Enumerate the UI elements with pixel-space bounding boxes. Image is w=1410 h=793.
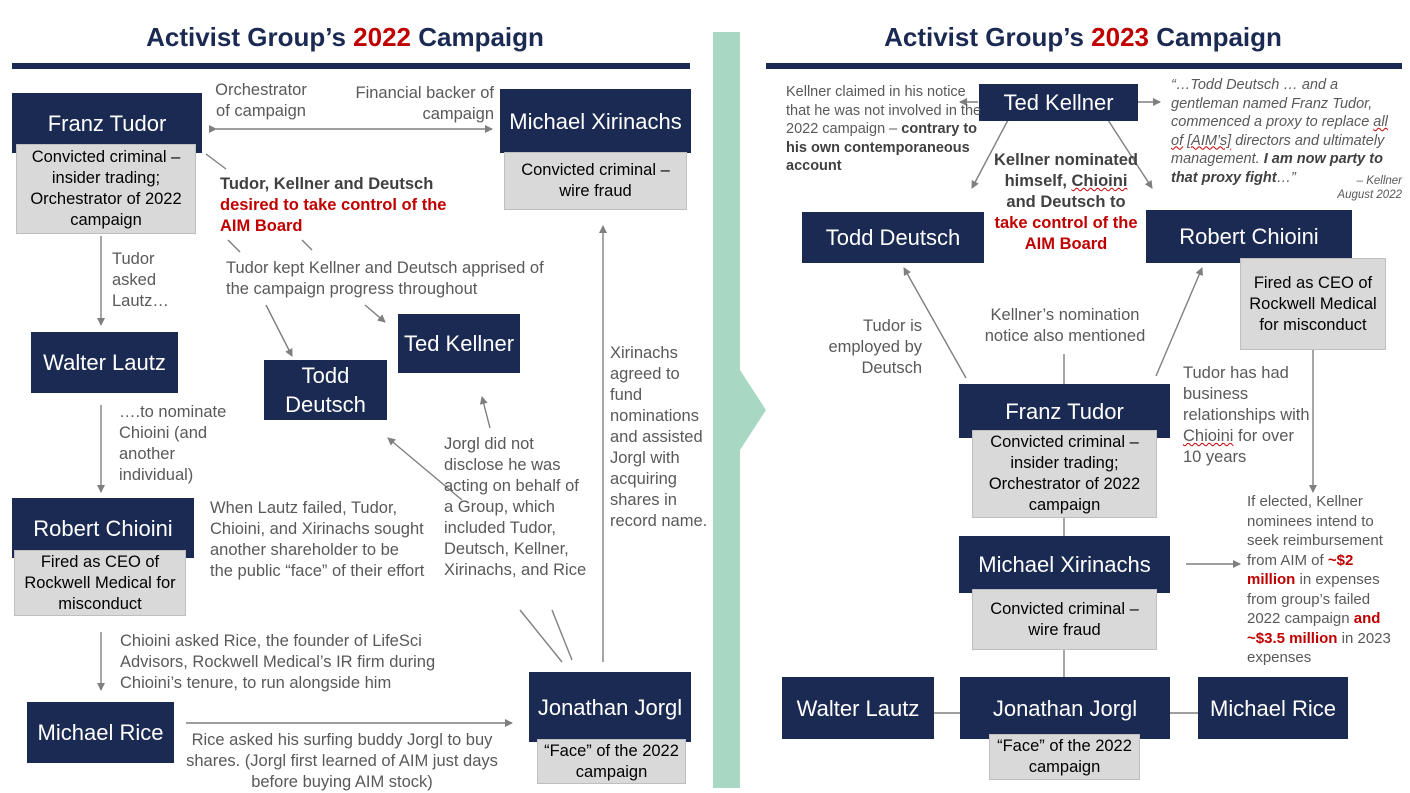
arrow-note-deutsch: [266, 305, 292, 356]
line-note-tick-1: [228, 240, 240, 252]
arrow-jorgl-kellner: [482, 397, 490, 428]
nomination-notice-note: Kellner’s nomination notice also mentioned: [984, 306, 1146, 345]
left-michael-xirinachs-desc: Convicted criminal – wire fraud: [504, 152, 687, 210]
right-franz-tudor-desc: Convicted criminal – insider trading; Orchestrator of 2022 campaign: [972, 430, 1157, 518]
right-robert-chioini-box: Robert Chioini: [1146, 210, 1352, 263]
left-todd-deutsch-box: Todd Deutsch: [264, 360, 387, 420]
arrow-tudor-chioini: [1156, 268, 1202, 376]
left-franz-tudor-desc: Convicted criminal – insider trading; Orchestrator of 2022 campaign: [16, 144, 196, 234]
xirinachs-fund-note: Xirinachs agreed to fund nominations and assisted Jorgl with acquiring shares in record name.: [610, 344, 708, 530]
right-title: Activist Group’s 2023 Campaign: [884, 22, 1282, 52]
right-michael-rice-box: Michael Rice: [1198, 677, 1348, 739]
nominated-note: Kellner nominated himself, Chioini and Deutsch to take control of the AIM Board: [994, 151, 1138, 253]
kellner-quote: “…Todd Deutsch … and a gentleman named Franz Tudor, commenced a proxy to replace all of [AIM’s] directors and ultimately management. I am now party to that proxy fight…”: [1171, 77, 1388, 186]
left-michael-rice-box: Michael Rice: [27, 702, 174, 763]
left-jonathan-jorgl-box: Jonathan Jorgl: [529, 672, 691, 742]
arrow-note-kellner: [365, 305, 385, 322]
control-note: Tudor, Kellner and Deutsch desired to take control of the AIM Board: [220, 175, 447, 235]
right-michael-xirinachs-desc: Convicted criminal – wire fraud: [972, 589, 1157, 650]
reimburse-note: If elected, Kellner nominees intend to seek reimbursement from AIM of ~$2 million in expenses from group’s failed 2022 campaign and ~$3.5 million in 2023 expenses: [1247, 493, 1391, 666]
quote-attribution: – Kellner August 2022: [1337, 175, 1402, 201]
left-robert-chioini-desc: Fired as CEO of Rockwell Medical for misconduct: [14, 550, 186, 616]
left-michael-xirinachs-box: Michael Xirinachs: [500, 89, 691, 153]
line-tudor-control-note: [206, 154, 226, 169]
tudor-asked-note: Tudor asked Lautz…: [112, 250, 169, 310]
left-title-rule: [12, 63, 690, 69]
right-walter-lautz-box: Walter Lautz: [782, 677, 934, 739]
orchestrator-label: Orchestrator of campaign: [215, 81, 307, 120]
right-franz-tudor-box: Franz Tudor: [959, 384, 1170, 438]
jorgl-disclose-note: Jorgl did not disclose he was acting on behalf of a Group, which included Tudor, Deutsch, Kellner, Xirinachs, and Rice: [444, 435, 587, 579]
divider-chevron: [713, 32, 766, 788]
right-jonathan-jorgl-box: Jonathan Jorgl: [960, 677, 1170, 739]
left-title: Activist Group’s 2022 Campaign: [146, 22, 544, 52]
left-franz-tudor-box: Franz Tudor: [12, 93, 202, 153]
right-todd-deutsch-box: Todd Deutsch: [802, 212, 984, 263]
right-ted-kellner-box: Ted Kellner: [979, 84, 1138, 121]
tudor-business-note: Tudor has had business relationships with Chioini for over 10 years: [1183, 364, 1310, 466]
left-ted-kellner-box: Ted Kellner: [398, 314, 520, 373]
lautz-failed-note: When Lautz failed, Tudor, Chioini, and Xirinachs sought another shareholder to be the public “face” of their effort: [210, 499, 425, 580]
apprised-note: Tudor kept Kellner and Deutsch apprised of the campaign progress throughout: [226, 259, 544, 298]
right-jonathan-jorgl-desc: “Face” of the 2022 campaign: [989, 734, 1140, 780]
left-walter-lautz-box: Walter Lautz: [31, 332, 178, 393]
financial-backer-label: Financial backer of campaign: [355, 84, 494, 123]
chioini-asked-note: Chioini asked Rice, the founder of LifeSci Advisors, Rockwell Medical’s IR firm during Chioini’s tenure, to run alongside him: [120, 632, 436, 692]
left-robert-chioini-box: Robert Chioini: [12, 498, 194, 558]
line-note-tick-2: [302, 240, 312, 250]
to-nominate-note: ….to nominate Chioini (and another individual): [119, 403, 227, 484]
right-michael-xirinachs-box: Michael Xirinachs: [959, 536, 1170, 593]
right-robert-chioini-desc: Fired as CEO of Rockwell Medical for misconduct: [1240, 258, 1386, 350]
rice-asked-note: Rice asked his surfing buddy Jorgl to buy shares. (Jorgl first learned of AIM just days before buying AIM stock): [186, 731, 498, 791]
kellner-claimed-note: Kellner claimed in his notice that he was not involved in the 2022 campaign – contrary to his own contemporaneous account: [786, 84, 982, 174]
left-jonathan-jorgl-desc: “Face” of the 2022 campaign: [537, 739, 686, 784]
tudor-employed-note: Tudor is employed by Deutsch: [828, 317, 922, 377]
right-title-rule: [766, 63, 1402, 69]
